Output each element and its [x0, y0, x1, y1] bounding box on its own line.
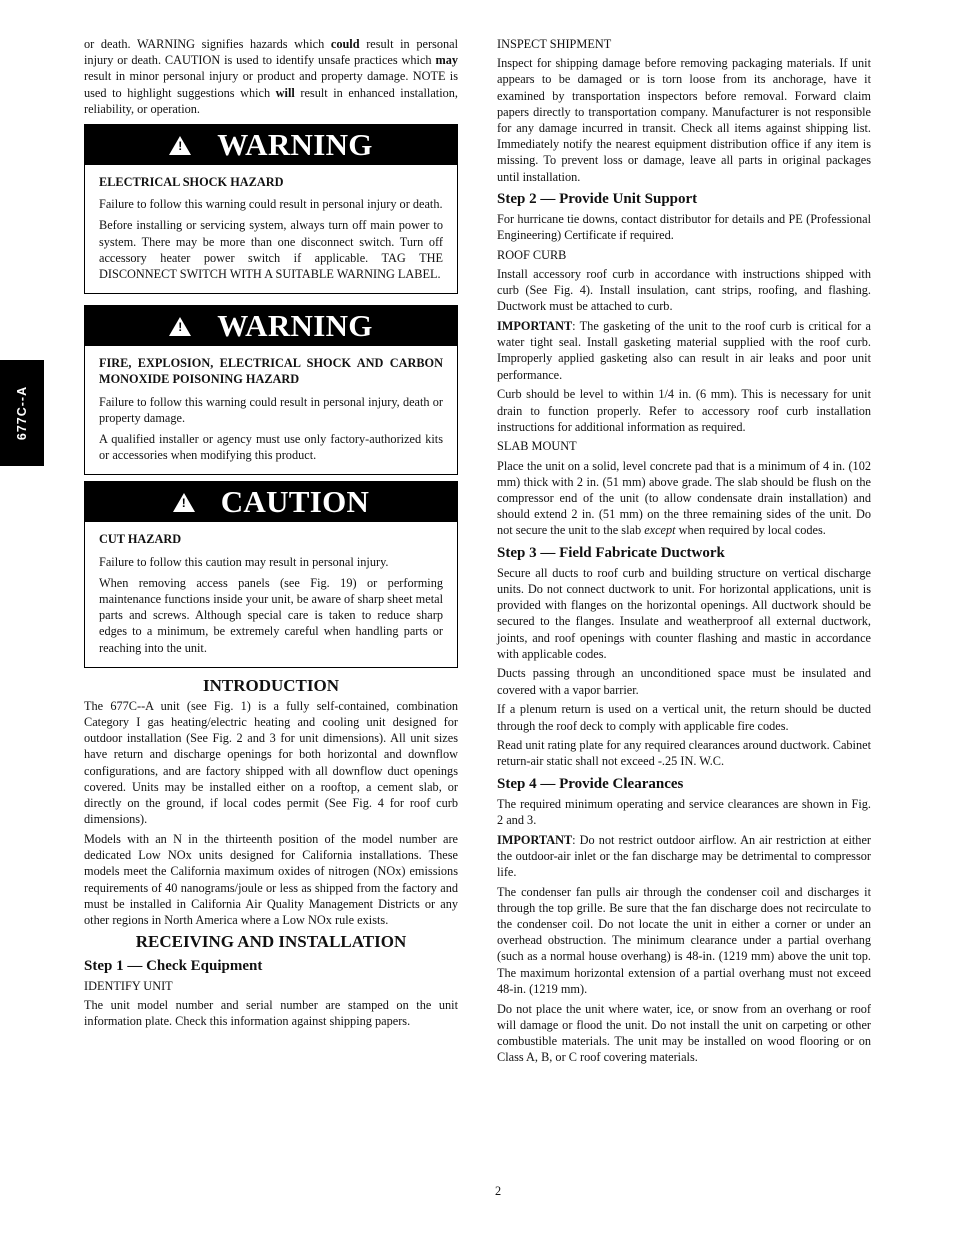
- introduction-paragraph-2: Models with an N in the thirteenth position of the model number are dedicated Low NOx units designed for California installations. These models meet the California maximum oxides of nitrogen (NOx) emissions requirements of 40 nanograms/joule or less as shipped from the factory and must be installed in California Air Quality Management Districts or any other regions in North America where a Low NOx rule exists.: [84, 832, 458, 928]
- roof-curb-important: IMPORTANT: The gasketing of the unit to the roof curb is critical for a water tight seal. Install gasketing material supplied with the roof curb. Improperly applied gasketing also can result in air leaks and poor unit performance.: [497, 319, 871, 382]
- caution-box-header: [85, 482, 457, 522]
- signal-words-paragraph: or death. WARNING signifies hazards which could result in personal injury or death. CAUTION is used to identify unsafe practices which may result in minor personal injury or product and property damage. NOTE is used to highlight suggestions which will result in enhanced installation, reliability, or operation.: [84, 37, 459, 116]
- step4-paragraph-3: The condenser fan pulls air through the condenser coil and discharges it through the top grille. Be sure that the fan discharge does not recirculate to the condenser coil. Do not locate the unit in either a corner or under an overhead obstruction. The minimum clearance under a partial overhang (such as a normal house overhang) is 48-in. (1219 mm) above the unit top. The maximum horizontal extension of a partial overhang must not exceed 48-in. (1219 mm).: [497, 884, 871, 996]
- step3-paragraph-3: If a plenum return is used on a vertical unit, the return should be ducted through the roof deck to comply with applicable fire codes.: [497, 702, 871, 733]
- warning-box-header: [85, 125, 457, 165]
- hazard-instruction: When removing access panels (see Fig. 19) or performing maintenance functions inside your unit, be aware of sharp sheet metal parts and screws. Although special care is taken to reduce sharp edges to a minimum, be extremely careful when handling parts or reaching into the unit.: [99, 575, 443, 655]
- caution-box-cut-hazard: [84, 481, 458, 667]
- introduction-heading: INTRODUCTION: [202, 675, 340, 695]
- page-number: 2: [495, 1184, 502, 1198]
- warning-box-electrical-shock: [84, 124, 458, 294]
- hazard-title: FIRE, EXPLOSION, ELECTRICAL SHOCK AND CARBON MONOXIDE POISONING HAZARD: [99, 356, 443, 387]
- inspect-shipment-paragraph: Inspect for shipping damage before removing packaging materials. If unit appears to be damaged or is torn loose from its anchorage, have it examined by transportation inspectors before removal. Forward claim papers directly to transportation company. Manufacturer is not responsible for any damage incurred in transit. Check all items against shipping list. Immediately notify the nearest equipment distribution office if any item is missing. To prevent loss or damage, leave all parts in original packages until installation.: [497, 56, 871, 184]
- hazard-title: CUT HAZARD: [99, 532, 182, 547]
- warning-triangle-icon: !: [169, 136, 191, 155]
- step2-paragraph: For hurricane tie downs, contact distributor for details and PE (Professional Engineering) Certificate if required.: [497, 211, 871, 243]
- warning-box-title: WARNING: [217, 126, 373, 162]
- step4-heading: Step 4 — Provide Clearances: [497, 775, 684, 792]
- hazard-instruction: A qualified installer or agency must use only factory-authorized kits or accessories when modifying this product.: [99, 432, 443, 463]
- warning-box-header: [85, 306, 457, 346]
- roof-curb-paragraph-3: Curb should be level to within 1/4 in. (6 mm). This is necessary for unit drain to function properly. Refer to accessory roof curb installation instructions for additional information as required.: [497, 387, 871, 434]
- hazard-instruction: Before installing or servicing system, always turn off main power to system. There may be more than one disconnect switch. Turn off accessory heater power switch if applicable. TAG THE DISCONNECT SWITCH WITH A SUITABLE WARNING LABEL.: [99, 218, 443, 282]
- step4-paragraph-1: The required minimum operating and service clearances are shown in Fig. 2 and 3.: [497, 796, 871, 827]
- hazard-consequence: Failure to follow this caution may result in personal injury.: [99, 554, 389, 569]
- step4-important: IMPORTANT: Do not restrict outdoor airflow. An air restriction at either the outdoor-air inlet or the fan discharge may be detrimental to compressor life.: [497, 832, 871, 879]
- step3-paragraph-2: Ducts passing through an unconditioned space must be insulated and covered with a vapor barrier.: [497, 666, 871, 697]
- introduction-paragraph-1: The 677C--A unit (see Fig. 1) is a fully self-contained, combination Category I gas heating/electric heating and cooling unit designed for outdoor installation (See Fig. 2 and 3 for unit dimensions). All unit sizes have return and discharge openings for both horizontal and downflow configurations, and are factory shipped with all downflow duct openings covered. Units may be installed either on a rooftop, a cement slab, or directly on the ground, if local codes permit (See Fig. 4 for roof curb dimensions).: [84, 698, 458, 827]
- step3-paragraph-4: Read unit rating plate for any required clearances around ductwork. Cabinet return-air static shall not exceed -.25 IN. W.C.: [497, 738, 871, 769]
- hazard-title: ELECTRICAL SHOCK HAZARD: [99, 175, 284, 190]
- step4-paragraph-4: Do not place the unit where water, ice, or snow from an overhang or roof will damage or flood the unit. Do not install the unit on carpeting or other combustible materials. The unit may be installed on wood flooring or on Class A, B, or C roof covering materials.: [497, 1001, 871, 1065]
- warning-triangle-icon: !: [173, 493, 195, 512]
- warning-triangle-icon: !: [169, 317, 191, 336]
- hazard-consequence: Failure to follow this warning could result in personal injury, death or property damage.: [99, 394, 443, 425]
- inspect-shipment-subheading: INSPECT SHIPMENT: [497, 37, 612, 51]
- step3-heading: Step 3 — Field Fabricate Ductwork: [497, 544, 725, 561]
- step3-paragraph-1: Secure all ducts to roof curb and building structure on vertical discharge units. Do not connect ductwork to unit. For horizontal applications, unit is provided with flanges on the horizontal openings. All ductwork should be secured to the flanges. Insulate and weatherproof all external ductwork, joints, and roof openings with counter flashing and mastic in accordance with applicable codes.: [497, 565, 871, 661]
- identify-unit-paragraph: The unit model number and serial number are stamped on the unit information plate. Check this information against shipping papers.: [84, 997, 458, 1029]
- roof-curb-paragraph-1: Install accessory roof curb in accordance with instructions shipped with curb (See Fig. 4). Install insulation, cant strips, roofing, and flashing. Ductwork must be attached to curb.: [497, 266, 871, 314]
- side-tab-label: 677C--A: [15, 385, 29, 441]
- left-column: [84, 36, 458, 1033]
- step1-heading: Step 1 — Check Equipment: [84, 957, 263, 974]
- hazard-consequence: Failure to follow this warning could result in personal injury or death.: [99, 197, 443, 212]
- warning-box-fire-explosion: [84, 305, 458, 475]
- receiving-installation-heading: RECEIVING AND INSTALLATION: [135, 931, 407, 951]
- caution-box-title: CAUTION: [220, 484, 370, 520]
- document-side-tab: [0, 360, 44, 466]
- slab-mount-paragraph: Place the unit on a solid, level concrete pad that is a minimum of 4 in. (102 mm) thick with 2 in. (51 mm) above grade. The slab should be flush on the compressor end of the unit (to allow condensate drain installation) and should extend 2 in. (51 mm) on the three remaining sides of the unit. Do not secure the unit to the slab except when required by local codes.: [497, 458, 871, 538]
- right-column: [497, 36, 871, 1069]
- slab-mount-subheading: SLAB MOUNT: [497, 439, 577, 454]
- roof-curb-subheading: ROOF CURB: [497, 247, 567, 262]
- warning-box-title: WARNING: [217, 308, 373, 344]
- step2-heading: Step 2 — Provide Unit Support: [497, 190, 698, 207]
- identify-unit-subheading: IDENTIFY UNIT: [84, 978, 173, 993]
